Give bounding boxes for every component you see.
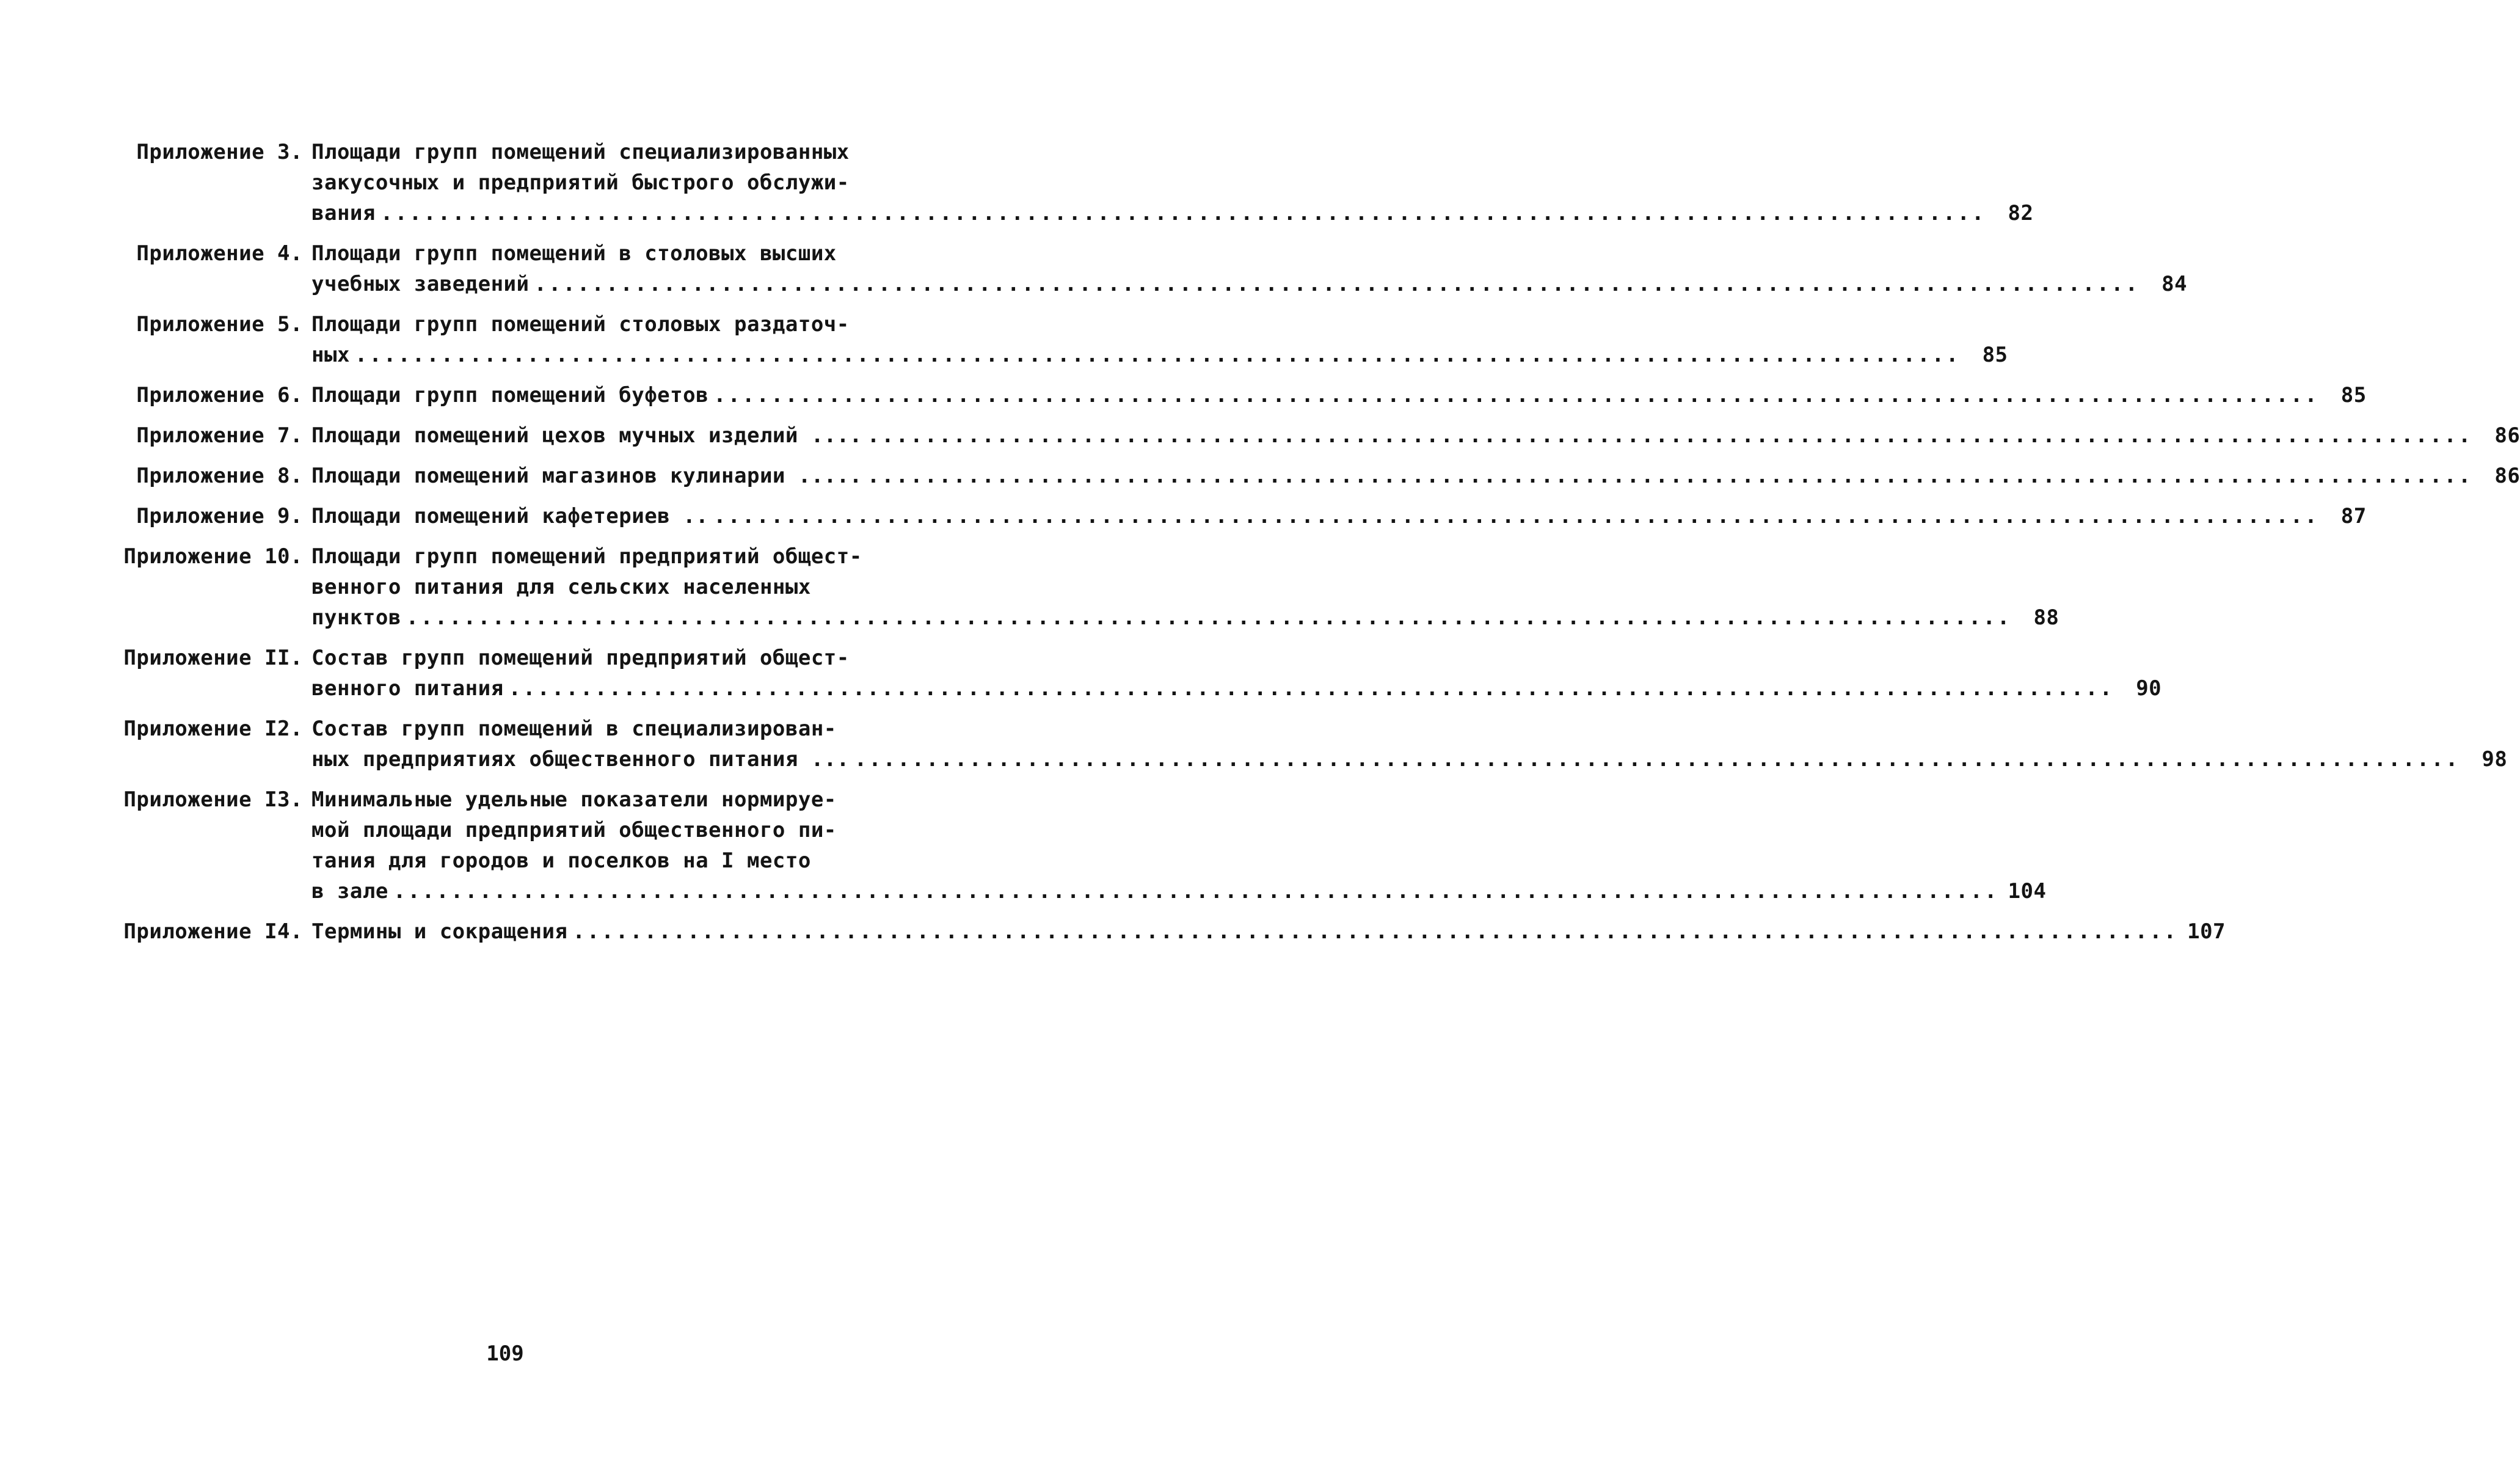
title-last-line bbox=[311, 461, 2520, 491]
title-last-line-text: пунктов bbox=[311, 605, 401, 630]
appendix-label: Приложение 7. bbox=[136, 423, 303, 448]
title-line: мой площади предприятий общественного пи- bbox=[311, 818, 837, 842]
appendix-label: Приложение 8. bbox=[136, 464, 303, 488]
appendix-label: Приложение I2. bbox=[123, 717, 303, 741]
dot-leader bbox=[406, 602, 2012, 633]
title-last-line-text: Площади помещений цехов мучных изделий .... bbox=[311, 423, 862, 448]
title-last-line bbox=[311, 269, 2187, 299]
title-line: Площади групп помещений предприятий общест- bbox=[311, 544, 862, 569]
title-last-line-text: учебных заведений bbox=[311, 272, 530, 296]
toc-entry-title bbox=[311, 501, 2367, 531]
toc-entry-title bbox=[311, 643, 2161, 704]
title-last-line-text: венного питания bbox=[311, 676, 504, 701]
title-last-line bbox=[311, 916, 2226, 947]
page-ref: 82 bbox=[2008, 201, 2034, 225]
toc-entry bbox=[116, 541, 2059, 633]
appendix-label: Приложение 10. bbox=[123, 544, 303, 569]
title-last-line-text: ных bbox=[311, 343, 350, 367]
title-last-line bbox=[311, 420, 2520, 451]
dot-leader bbox=[381, 198, 1986, 228]
toc-entry bbox=[116, 784, 2047, 907]
dot-leader bbox=[867, 461, 2473, 491]
title-last-line bbox=[311, 602, 2059, 633]
toc-entry bbox=[116, 461, 2520, 491]
toc-entry-label-column bbox=[116, 916, 311, 947]
page-ref: 90 bbox=[2136, 676, 2162, 701]
toc-entry-label-column bbox=[116, 238, 311, 269]
toc-entry bbox=[116, 380, 2367, 411]
toc-entry-title bbox=[311, 420, 2520, 451]
page-ref: 86 bbox=[2494, 464, 2520, 488]
toc-entry-label-column bbox=[116, 501, 311, 531]
title-last-line bbox=[311, 744, 2507, 775]
appendix-label: Приложение 9. bbox=[136, 504, 303, 528]
toc-entry bbox=[116, 916, 2226, 947]
title-last-line-text: Площади помещений кафетериев .. bbox=[311, 504, 709, 528]
title-last-line-text: в зале bbox=[311, 879, 388, 903]
page-ref: 88 bbox=[2033, 605, 2059, 630]
toc-entry bbox=[116, 420, 2520, 451]
dot-leader bbox=[867, 420, 2473, 451]
title-last-line bbox=[311, 876, 2046, 907]
toc-entry bbox=[116, 501, 2367, 531]
title-last-line bbox=[311, 380, 2367, 411]
dot-leader bbox=[713, 380, 2319, 411]
toc-entry-label-column bbox=[116, 380, 311, 411]
table-of-contents bbox=[116, 137, 2520, 957]
dot-leader bbox=[713, 501, 2319, 531]
page-ref: 107 bbox=[2187, 919, 2226, 944]
toc-entry bbox=[116, 137, 2034, 228]
toc-entry-title bbox=[311, 238, 2187, 299]
appendix-label: Приложение 6. bbox=[136, 383, 303, 407]
appendix-label: Приложение I4. bbox=[123, 919, 303, 944]
toc-entry-label-column bbox=[116, 137, 311, 167]
toc-entry-label-column bbox=[116, 309, 311, 340]
title-line: венного питания для сельских населенных bbox=[311, 575, 811, 599]
title-last-line-text: ных предприятиях общественного питания ... bbox=[311, 747, 850, 772]
toc-entry-label-column bbox=[116, 461, 311, 491]
toc-entry-title bbox=[311, 309, 2008, 370]
title-line: Площади групп помещений специализированных bbox=[311, 140, 850, 164]
toc-entry-label-column bbox=[116, 714, 311, 744]
appendix-label: Приложение 5. bbox=[136, 312, 303, 337]
toc-entry-title bbox=[311, 541, 2059, 633]
page-ref: 85 bbox=[2340, 383, 2367, 407]
toc-entry-title bbox=[311, 916, 2226, 947]
toc-entry-label-column bbox=[116, 420, 311, 451]
dot-leader bbox=[509, 673, 2114, 704]
appendix-label: Приложение I3. bbox=[123, 787, 303, 812]
toc-entry-title bbox=[311, 784, 2046, 907]
title-line: Состав групп помещений в специализирован- bbox=[311, 717, 837, 741]
toc-entry-title bbox=[311, 380, 2367, 411]
dot-leader bbox=[355, 340, 1961, 370]
dot-leader bbox=[572, 916, 2178, 947]
title-line: тания для городов и поселков на I место bbox=[311, 849, 811, 873]
dot-leader bbox=[393, 876, 1999, 907]
toc-entry bbox=[116, 643, 2162, 704]
toc-entry-title bbox=[311, 461, 2520, 491]
title-last-line bbox=[311, 198, 2033, 228]
toc-entry bbox=[116, 238, 2188, 299]
title-last-line-text: Площади помещений магазинов кулинарии ..... bbox=[311, 464, 862, 488]
page-ref: 85 bbox=[1982, 343, 2008, 367]
toc-entry bbox=[116, 309, 2008, 370]
page-ref: 104 bbox=[2008, 879, 2047, 903]
title-last-line bbox=[311, 340, 2008, 370]
page-number: 109 bbox=[486, 1341, 524, 1366]
toc-entry-title bbox=[311, 137, 2033, 228]
appendix-label: Приложение 3. bbox=[136, 140, 303, 164]
dot-leader bbox=[534, 269, 2140, 299]
title-line: Площади групп помещений столовых раздаточ- bbox=[311, 312, 850, 337]
title-last-line bbox=[311, 501, 2367, 531]
title-line: Минимальные удельные показатели нормируе- bbox=[311, 787, 837, 812]
page-ref: 87 bbox=[2340, 504, 2367, 528]
title-line: закусочных и предприятий быстрого обслужи- bbox=[311, 170, 850, 195]
title-last-line-text: Термины и сокращения bbox=[311, 919, 568, 944]
toc-entry-label-column bbox=[116, 643, 311, 673]
appendix-label: Приложение II. bbox=[123, 646, 303, 670]
title-line: Состав групп помещений предприятий общест- bbox=[311, 646, 850, 670]
toc-entry-label-column bbox=[116, 784, 311, 815]
appendix-label: Приложение 4. bbox=[136, 241, 303, 266]
toc-entry bbox=[116, 714, 2508, 775]
page-ref: 84 bbox=[2161, 272, 2188, 296]
title-last-line-text: Площади групп помещений буфетов bbox=[311, 383, 709, 407]
toc-entry-title bbox=[311, 714, 2507, 775]
dot-leader bbox=[854, 744, 2460, 775]
title-last-line-text: вания bbox=[311, 201, 376, 225]
toc-entry-label-column bbox=[116, 541, 311, 572]
page-ref: 98 bbox=[2482, 747, 2508, 772]
title-line: Площади групп помещений в столовых высших bbox=[311, 241, 837, 266]
title-last-line bbox=[311, 673, 2161, 704]
page-ref: 86 bbox=[2494, 423, 2520, 448]
